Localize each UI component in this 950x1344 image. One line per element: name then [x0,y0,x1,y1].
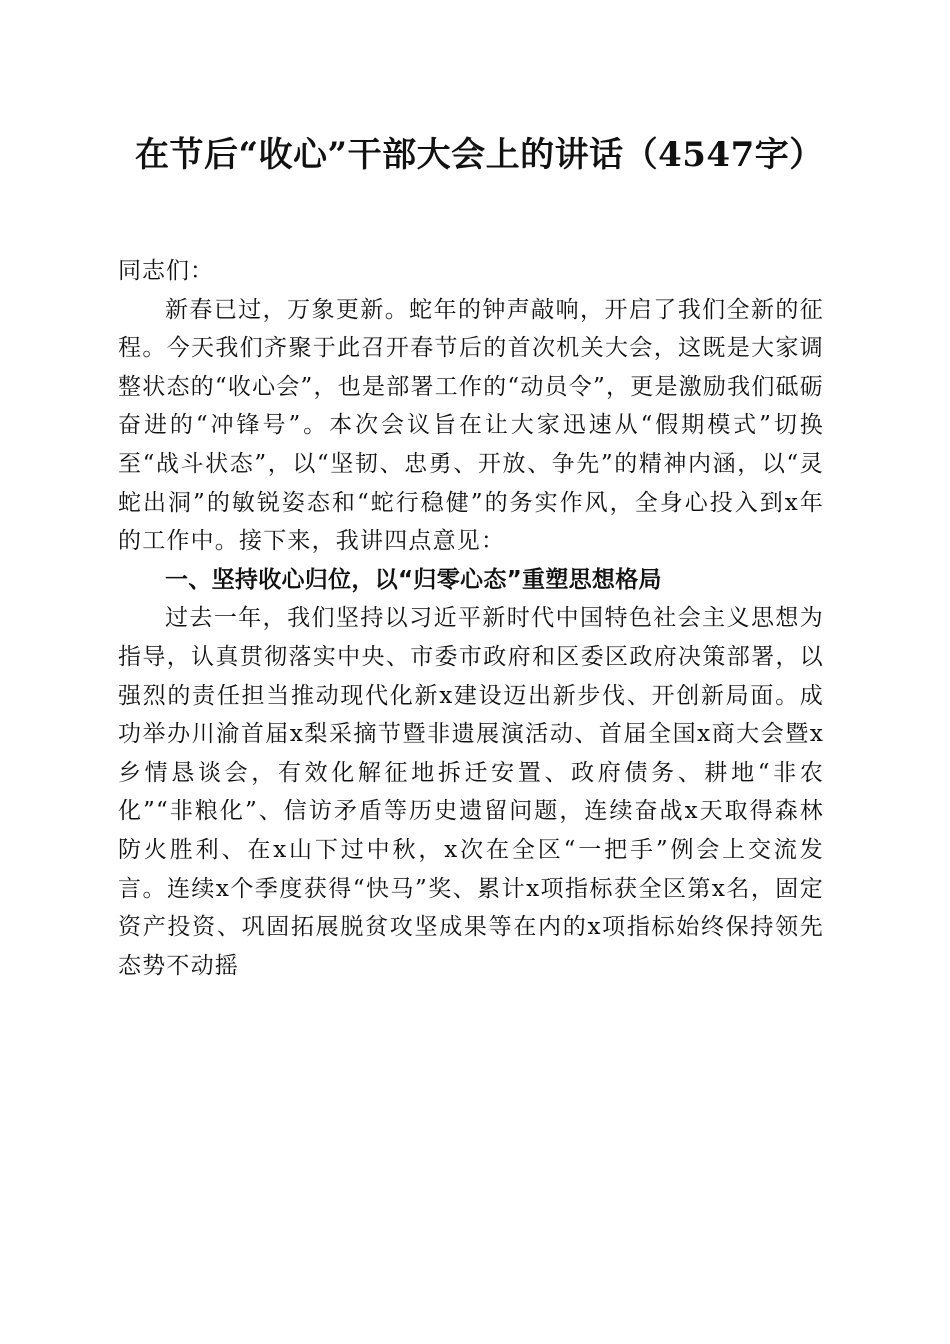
section-1-heading: 一、坚持收心归位，以“归零心态”重塑思想格局 [165,566,662,593]
document-body [118,252,824,985]
section-1-paragraph: 过去一年，我们坚持以习近平新时代中国特色社会主义思想为指导，认真贯彻落实中央、市委市政府和区委区政府决策部署，以强烈的责任担当推动现代化新x建设迈出新步伐、开创新局面。成功举办川渝首届x梨采摘节暨非遗展演活动、首届全国x商大会暨x乡情恳谈会，有效化解征地拆迁安置、政府债务、耕地“非农化”“非粮化”、信访矛盾等历史遗留问题，连续奋战x天取得森林防火胜利、在x山下过中秋，x次在全区“一把手”例会上交流发言。连续x个季度获得“快马”奖、累计x项指标获全区第x名，固定资产投资、巩固拓展脱贫攻坚成果等在内的x项指标始终保持领先态势不动摇 [118,605,824,979]
intro-paragraph: 新春已过，万象更新。蛇年的钟声敲响，开启了我们全新的征程。今天我们齐聚于此召开春节后的首次机关大会，这既是大家调整状态的“收心会”，也是部署工作的“动员令”，更是激励我们砥砺奋进的“冲锋号”。本次会议旨在让大家迅速从“假期模式”切换至“战斗状态”，以“坚韧、忠勇、开放、争先”的精神内涵，以“灵蛇出洞”的敏锐姿态和“蛇行稳健”的务实作风，全身心投入到x年的工作中。接下来，我讲四点意见： [118,296,824,555]
document-title: 在节后“收心”干部大会上的讲话（4547字） [135,135,824,175]
salutation: 同志们： [118,258,214,284]
